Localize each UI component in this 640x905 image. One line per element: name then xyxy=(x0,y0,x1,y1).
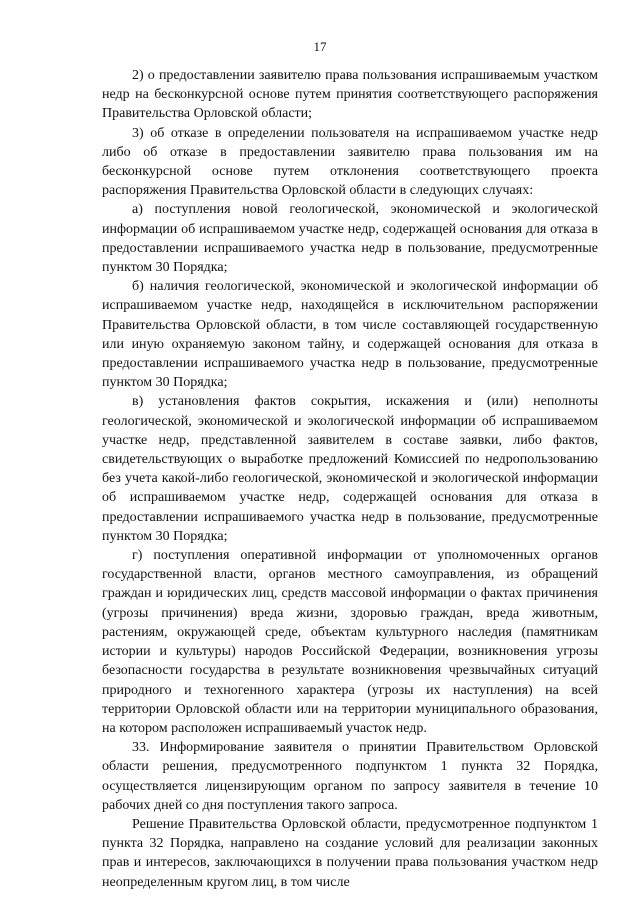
document-body xyxy=(102,66,598,892)
page-number: 17 xyxy=(313,39,327,54)
paragraph-item-2: 2) о предоставлении заявителю права пользования испрашиваемым участком недр на бесконкурсной основе путем принятия соответствующего распоряжения Правительства Орловской области; xyxy=(102,68,598,122)
paragraph-subitem-v: в) установления фактов сокрытия, искажения и (или) неполноты геологической, экономической и экологической информации об испрашиваемом участке недр, представленной заявителем в составе заявки, либо фактов, свидетельствующих о выработке предложений Комиссией по недропользованию без учета какой-либо геологической, экономической и экологической информации об испрашиваемом участке недр, содержащей основания для отказа в предоставлении испрашиваемого участка недр в пользование, предусмотренные пунктом 30 Порядка; xyxy=(102,394,598,544)
paragraph-item-3: 3) об отказе в определении пользователя на испрашиваемом участке недр либо об отказе в предоставлении заявителю права пользования им на бесконкурсной основе путем отклонения соответствующего проекта распоряжения Правительства Орловской области в следующих случаях: xyxy=(102,125,598,199)
paragraph-decision: Решение Правительства Орловской области, предусмотренное подпунктом 1 пункта 32 Порядка, направлено на создание условий для реализации законных прав и интересов, заключающихся в получении права пользования участком недр неопределенным кругом лиц, в том числе xyxy=(102,816,598,890)
paragraph-subitem-g: г) поступления оперативной информации от уполномоченных органов государственной власти, органов местного самоуправления, из обращений граждан и юридических лиц, средств массовой информации о фактах причинения (угрозы причинения) вреда жизни, здоровью граждан, вреда животным, растениям, окружающей среде, объектам культурного наследия (памятникам истории и культуры) народов Российской Федерации, возникновения угрозы безопасности государства в результате возникновения чрезвычайных ситуаций природного и техногенного характера (угрозы их наступления) на всей территории Орловской области или на территории муниципального образования, на котором расположен испрашиваемый участок недр. xyxy=(102,548,598,736)
paragraph-section-33: 33. Информирование заявителя о принятии Правительством Орловской области решения, предусмотренного подпунктом 1 пункта 32 Порядка, осуществляется лицензирующим органом по запросу заявителя в течение 10 рабочих дней со дня поступления такого запроса. xyxy=(102,740,598,813)
paragraph-subitem-a: а) поступления новой геологической, экономической и экологической информации об испрашиваемом участке недр, содержащей основания для отказа в предоставлении испрашиваемого участка недр в пользование, предусмотренные пунктом 30 Порядка; xyxy=(102,202,598,276)
paragraph-subitem-b: б) наличия геологической, экономической и экологической информации об испрашиваемом участке недр, находящейся в исключительном распоряжении Правительства Орловской области, в том числе составляющей государственную или иную охраняемую законом тайну, и содержащей основания для отказа в предоставлении испрашиваемого участка недр в пользование, предусмотренные пунктом 30 Порядка; xyxy=(102,279,598,391)
